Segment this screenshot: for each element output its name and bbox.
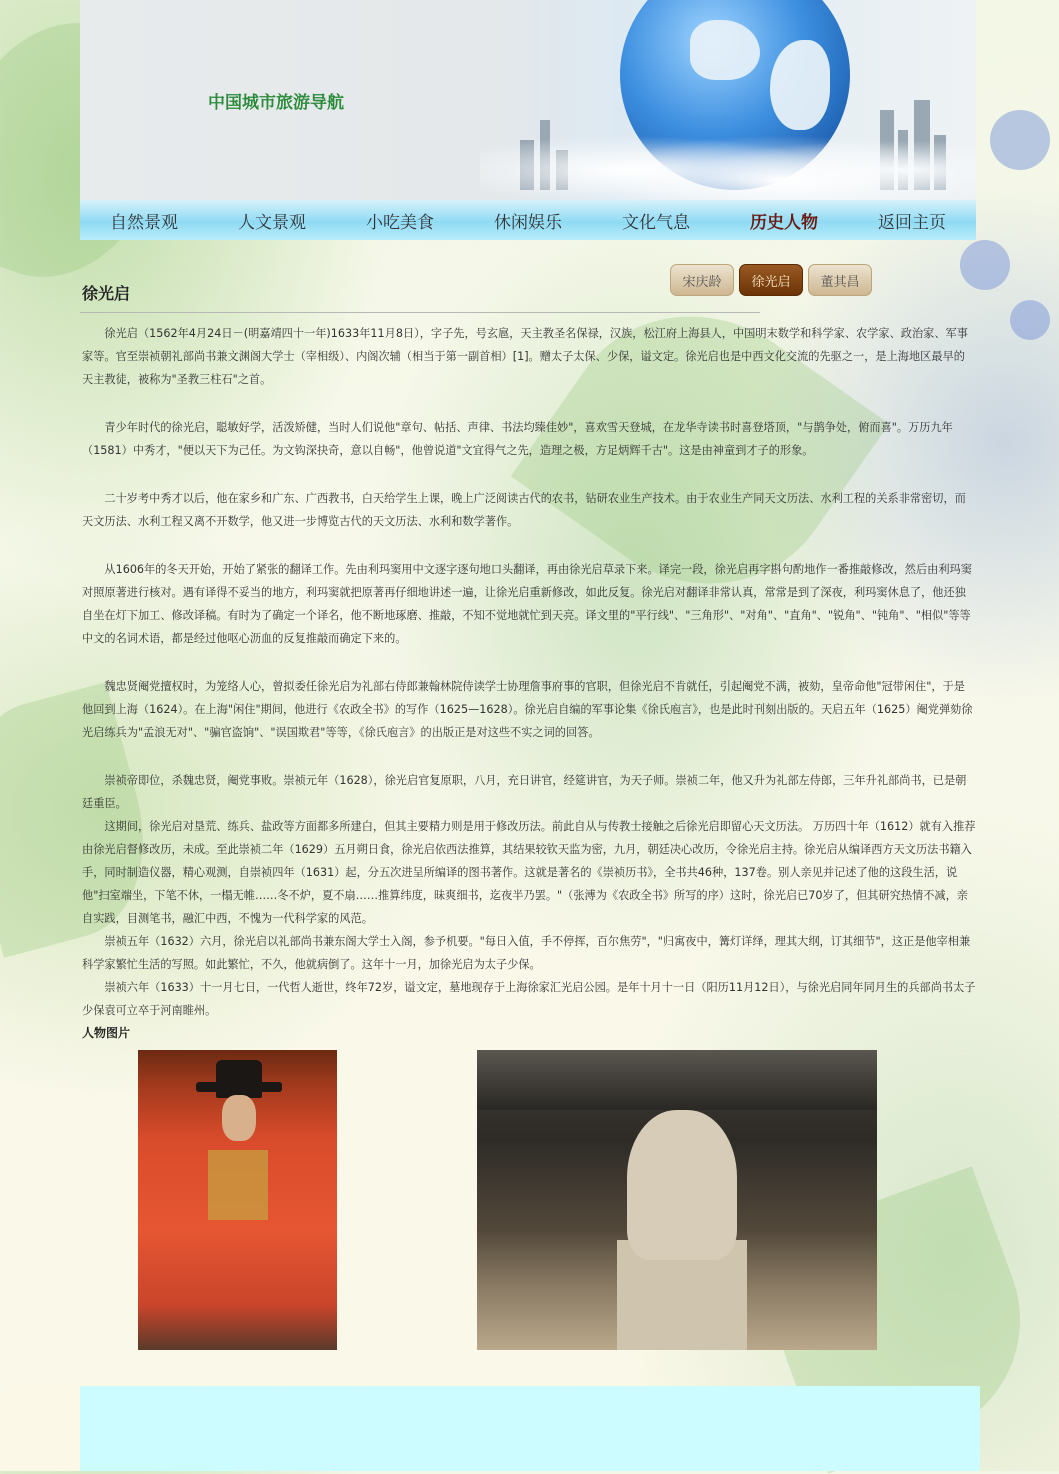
paragraph-translation: 从1606年的冬天开始，开始了紧张的翻译工作。先由利玛窦用中文逐字逐句地口头翻译，再由徐光启草录下来。译完一段，徐光启再字斟句酌地作一番推敲修改，然后由利玛窦对照原著进行核对。遇有译得不妥当的地方，利玛窦就把原著再仔细地讲述一遍，让徐光启重新修改，如此反复。徐光启对翻译非常认真，常常是到了深夜，利玛窦休息了，他还独自坐在灯下加工、修改译稿。有时为了确定一个译名，他不断地琢磨、推敲，不知不觉地就忙到天亮。译文里的"平行线"、"三角形"、"对角"、"直角"、"锐角"、"钝角"、"相似"等等中文的名词术语，都是经过他呕心沥血的反复推敲而确定下来的。 [82, 563, 972, 645]
paragraph-calendar: 这期间，徐光启对垦荒、练兵、盐政等方面都多所建白，但其主要精力则是用于修改历法。前此自从与传教士接触之后徐光启即留心天文历法。 万历四十年（1612）就有入推荐由徐光启督修改历，未成。至此崇祯二年（1629）五月朔日食，徐光启依西法推算，其结果较钦天监为密，九月，朝廷决心改历，令徐光启主持。徐光启从编译西方天文历法书籍入手，同时制造仪器，精心观测，自崇祯四年（1631）起，分五次进呈所编译的图书著作。这就是著名的《崇祯历书》，全书共46种，137卷。别人亲见并记述了他的这段生活，说他"扫室端坐，下笔不休，一榻无帷……冬不炉，夏不扇……推算纬度，昧爽细书，迄夜半乃罢。"（张溥为《农政全书》所写的序）这时，徐光启已70岁了，但其研究热情不减，亲自实践，目测笔书，融汇中西，不愧为一代科学家的风范。 [82, 820, 976, 925]
page-title: 徐光启 [82, 284, 131, 303]
nav-item-cultural-scenery[interactable]: 人文景观 [238, 212, 306, 233]
tab-song-qingling[interactable]: 宋庆龄 [670, 264, 734, 296]
site-title: 中国城市旅游导航 [208, 93, 344, 113]
paragraph-intro: 徐光启（1562年4月24日－(明嘉靖四十一年)1633年11月8日），字子先，号玄扈，天主教圣名保禄，汉族，松江府上海县人，中国明末数学和科学家、农学家、政治家、军事家等。官至崇祯朝礼部尚书兼文渊阁大学士（宰相级）、内阁次辅（相当于第一副首相）[1]。赠太子太保、少保，谥文定。徐光启也是中西文化交流的先驱之一，是上海地区最早的天主教徒，被称为"圣教三柱石"之首。 [82, 327, 968, 386]
portrait-face [222, 1095, 256, 1141]
title-divider [80, 312, 760, 313]
nav-item-historical-figures[interactable]: 历史人物 [750, 212, 818, 233]
portrait-rank-badge [208, 1150, 268, 1220]
tab-dong-qichang[interactable]: 董其昌 [808, 264, 872, 296]
article-body [82, 322, 976, 1045]
paragraph-chongzhen: 崇祯帝即位，杀魏忠贤，阉党事败。崇祯元年（1628），徐光启官复原职，八月，充日讲官，经筵讲官，为天子师。崇祯二年，他又升为礼部左侍郎，三年升礼部尚书，已是朝廷重臣。 [82, 774, 967, 810]
paragraph-death: 崇祯六年（1633）十一月七日，一代哲人逝世，终年72岁，谥文定，墓地现存于上海徐家汇光启公园。是年十月十一日（阳历11月12日），与徐光启同年同月生的兵部尚书太子少保袁可立卒于河南睢州。 [82, 981, 976, 1017]
paragraph-teaching: 二十岁考中秀才以后，他在家乡和广东、广西教书，白天给学生上课，晚上广泛阅读古代的农书，钻研农业生产技术。由于农业生产同天文历法、水利工程的关系非常密切，而天文历法、水利工程又离不开数学，他又进一步博览古代的天文历法、水利和数学著作。 [82, 492, 966, 528]
portrait-painting [138, 1050, 337, 1350]
paragraph-wei-zhongxian: 魏忠贤阉党擅权时，为笼络人心，曾拟委任徐光启为礼部右侍郎兼翰林院侍读学士协理詹事府事的官职，但徐光启不肯就任，引起阉党不满，被劾，皇帝命他"冠带闲住"，于是他回到上海（1624）。在上海"闲住"期间，他进行《农政全书》的写作（1625—1628）。徐光启自编的军事论集《徐氏庖言》，也是此时刊刻出版的。天启五年（1625）阉党弹劾徐光启练兵为"孟浪无对"、"骗官盗饷"、"误国欺君"等等，《徐氏庖言》的出版正是对这些不实之词的回答。 [82, 680, 973, 739]
background-dot [960, 240, 1010, 290]
main-nav [80, 200, 976, 240]
paragraph-youth: 青少年时代的徐光启，聪敏好学，活泼矫健，当时人们说他"章句、帖括、声律、书法均臻佳妙"，喜欢雪天登城，在龙华寺读书时喜登塔顶，"与鹊争处，俯而喜"。万历九年（1581）中秀才，"便以天下为己任。为文钩深抉奇，意以自畅"，他曾说道"文宜得气之先，造理之极，方足炳辉千古"。这是由神童到才子的形象。 [82, 421, 953, 457]
nav-item-snacks-food[interactable]: 小吃美食 [366, 212, 434, 233]
background-dot [1010, 300, 1050, 340]
nav-item-natural-scenery[interactable]: 自然景观 [110, 212, 178, 233]
tab-xu-guangqi[interactable]: 徐光启 [739, 264, 803, 296]
person-tabs [670, 264, 872, 296]
nav-item-leisure[interactable]: 休闲娱乐 [494, 212, 562, 233]
nav-item-culture[interactable]: 文化气息 [622, 212, 690, 233]
statue-roof [477, 1050, 877, 1110]
images-heading: 人物图片 [82, 1026, 131, 1040]
page-footer [80, 1386, 980, 1471]
cloud-layer [480, 110, 976, 200]
statue-bust [627, 1110, 737, 1260]
paragraph-cabinet: 崇祯五年（1632）六月，徐光启以礼部尚书兼东阁大学士入阁，参予机要。"每日入值，手不停挥，百尔焦劳"，"归寓夜中，篝灯详绎，理其大纲，订其细节"，这正是他宰相兼科学家繁忙生活的写照。如此繁忙，不久，他就病倒了。这年十一月，加徐光启为太子少保。 [82, 935, 971, 971]
site-banner [80, 0, 976, 200]
portrait-hat [216, 1060, 262, 1098]
background-dot [990, 110, 1050, 170]
nav-item-home[interactable]: 返回主页 [878, 212, 946, 233]
statue-photo [477, 1050, 877, 1350]
